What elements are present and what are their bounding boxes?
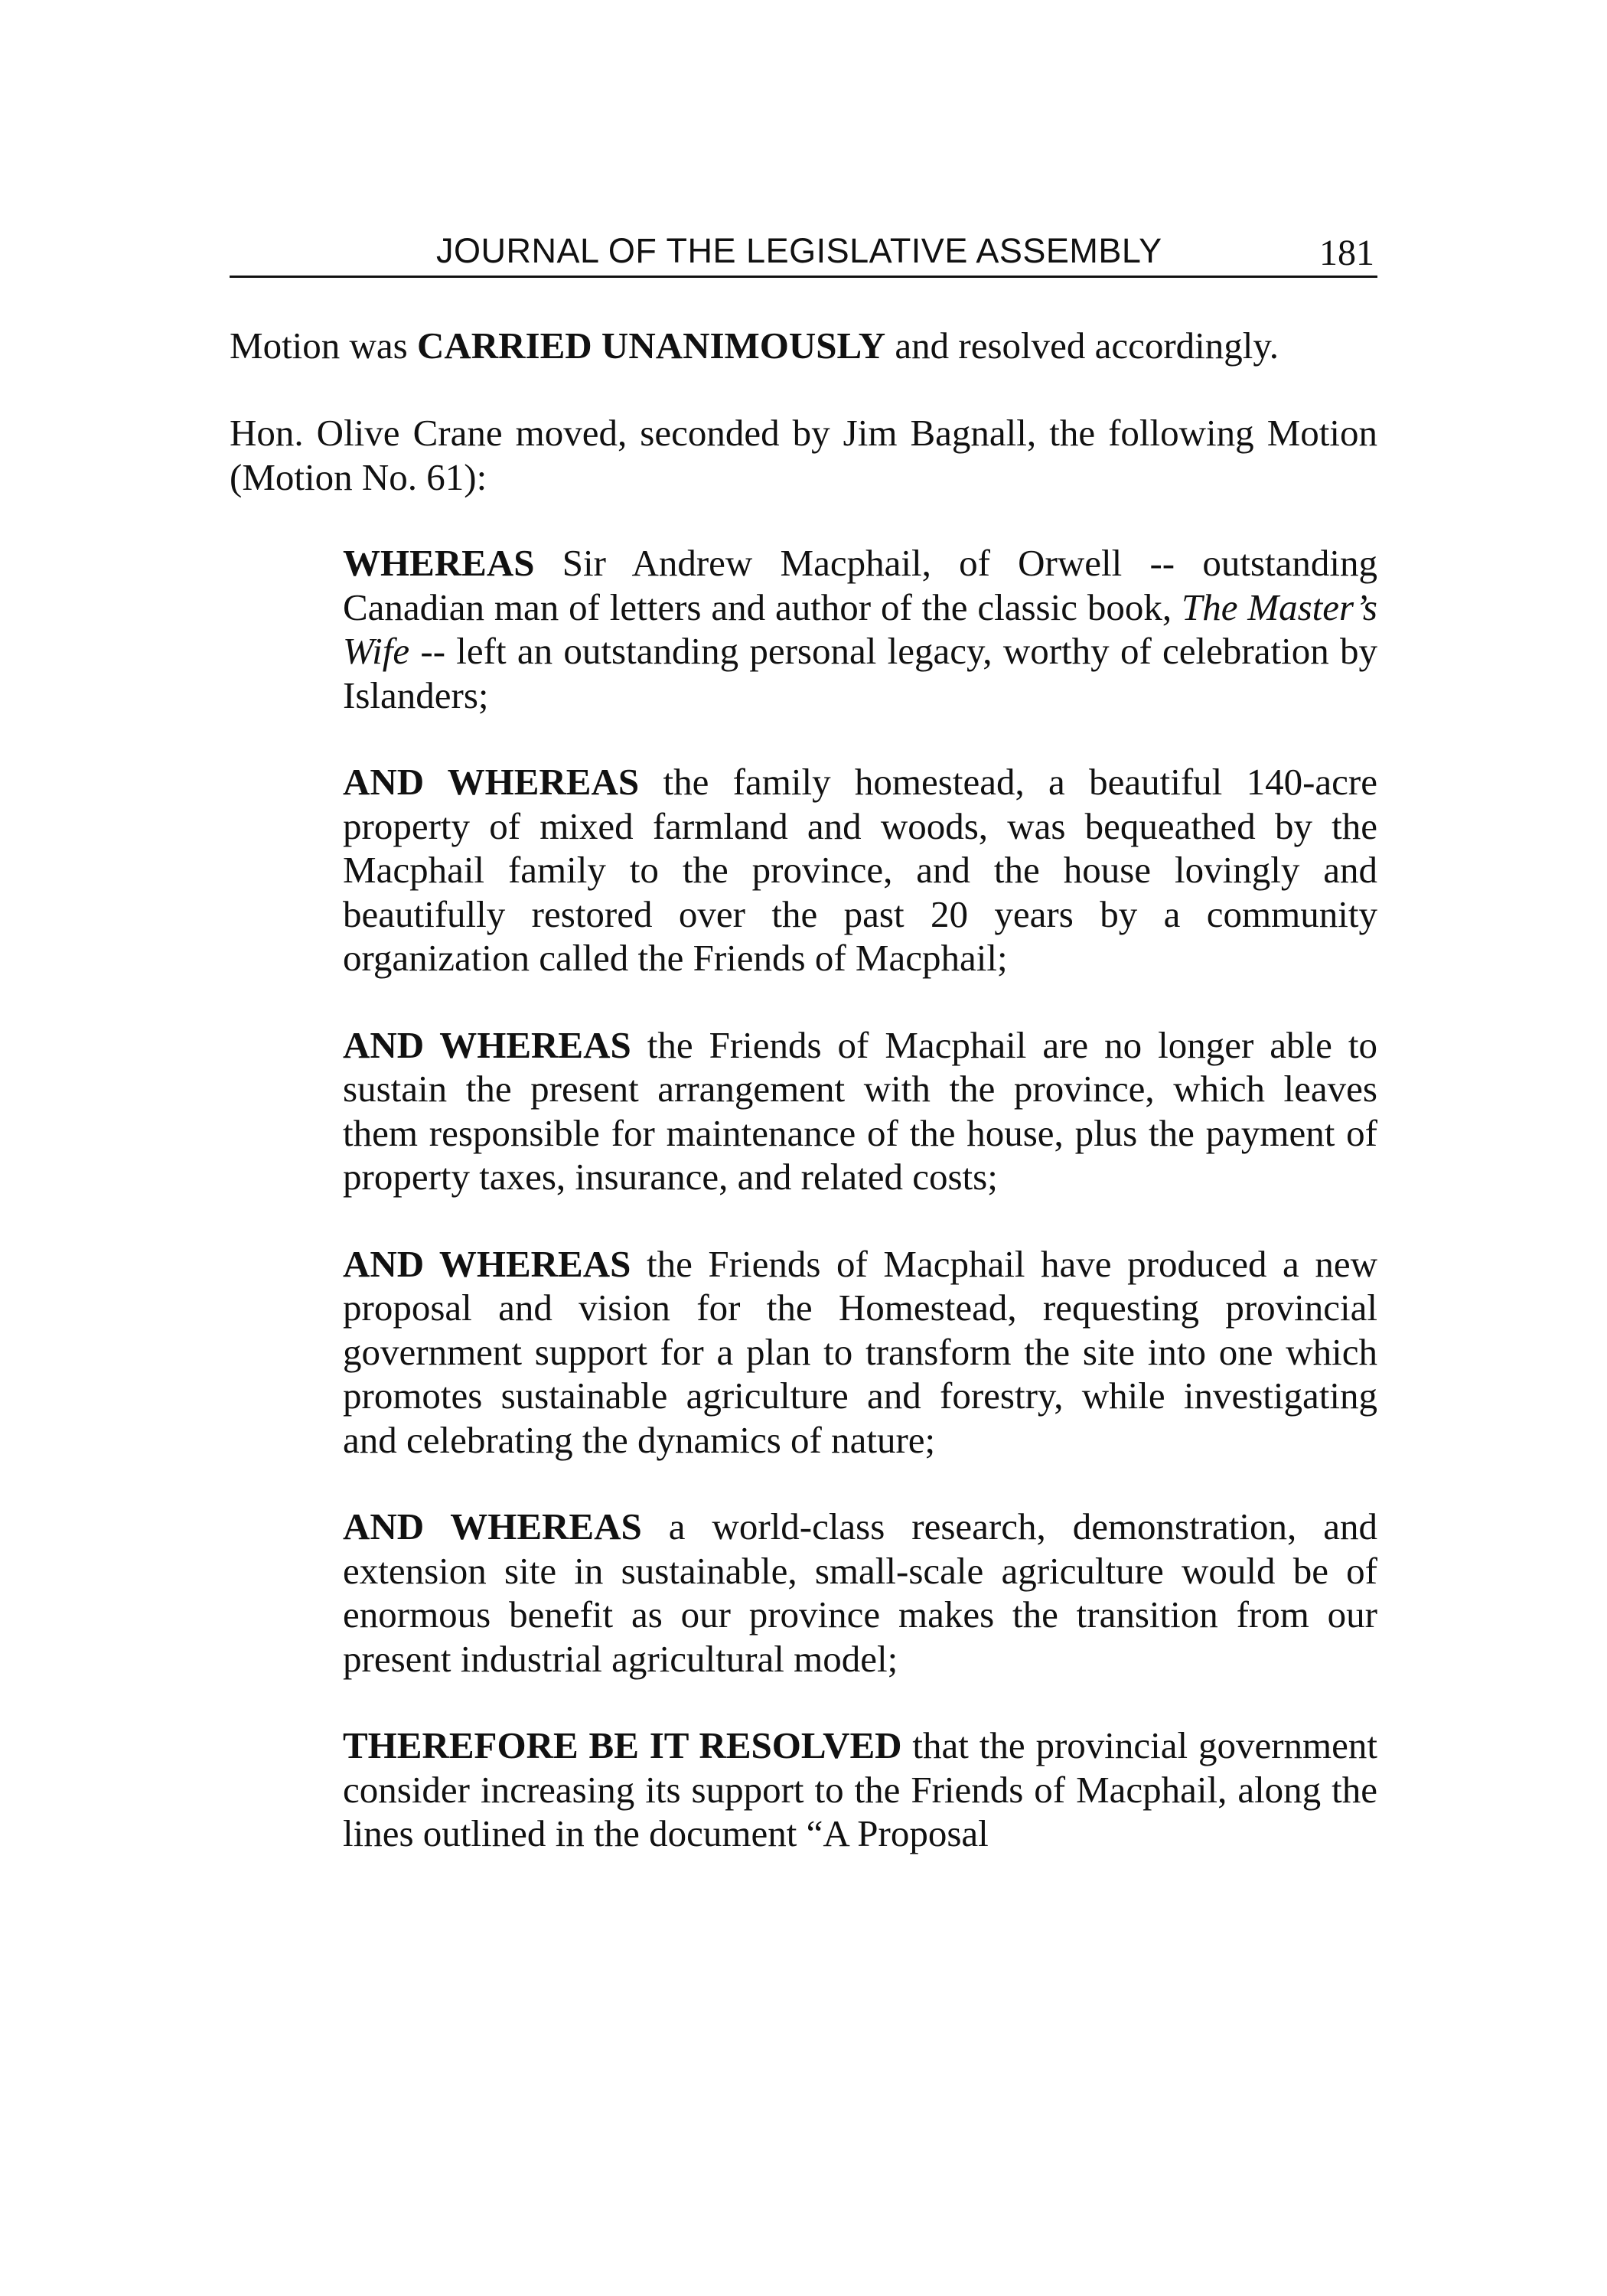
carried-prefix: Motion was: [230, 325, 417, 367]
clause-text: the family homestead, a beautiful 140-acre property of mixed farmland and woods, was bequeathed by the Macphail family to the province, and the house lovingly and beautifully restored over the past 20 years by a community organization called the Friends of Macphail;: [343, 761, 1377, 979]
clause-resolved: [343, 1724, 1377, 1856]
clause-text: that the provincial government consider increasing its support to the Friends of Macphail, along the lines outlined in the document “A Proposal: [343, 1724, 1378, 1854]
clause-whereas-research-site: [343, 1505, 1377, 1681]
clause-lead: THEREFORE BE IT RESOLVED: [343, 1724, 902, 1766]
journal-page: [230, 0, 1377, 2296]
clause-lead: WHEREAS: [343, 542, 535, 584]
clause-lead: AND WHEREAS: [343, 1023, 631, 1066]
clause-lead: AND WHEREAS: [343, 1505, 642, 1548]
clause-whereas-arrangement: [343, 1023, 1377, 1199]
clause-text: the Friends of Macphail have produced a new proposal and vision for the Homestead, requesting provincial government support for a plan to transform the site into one which promotes sustainable agriculture and forestry, while investigating and celebrating the dynamics of nature;: [343, 1242, 1377, 1461]
carried-suffix: and resolved accordingly.: [885, 325, 1279, 367]
motion-carried-paragraph: [230, 324, 1377, 368]
clause-lead: AND WHEREAS: [343, 761, 640, 803]
page-number: 181: [1319, 233, 1374, 273]
clause-whereas-homestead: [343, 760, 1377, 980]
carried-unanimously-text: CARRIED UNANIMOUSLY: [417, 325, 886, 367]
page-header: [230, 230, 1377, 278]
clause-lead: AND WHEREAS: [343, 1242, 631, 1285]
clause-text: a world-class research, demonstration, and extension site in sustainable, small-scale agriculture would be of enormous benefit as our province makes the transition from our present industrial agricultural model;: [343, 1505, 1377, 1680]
motion-61-text: [343, 541, 1377, 1899]
clause-whereas-proposal: [343, 1242, 1377, 1463]
clause-text: Sir Andrew Macphail, of Orwell -- outstanding Canadian man of letters and author of the classic book,: [343, 542, 1377, 628]
clause-whereas-macphail: [343, 541, 1377, 717]
book-title: The Master’s Wife: [343, 585, 1377, 672]
motion-moved-paragraph: Hon. Olive Crane moved, seconded by Jim Bagnall, the following Motion (Motion No. 61):: [230, 412, 1377, 498]
clause-text: -- left an outstanding personal legacy, worthy of celebration by Islanders;: [343, 630, 1377, 716]
clause-text: the Friends of Macphail are no longer able to sustain the present arrangement with the province, which leaves them responsible for maintenance of the house, plus the payment of property taxes, insurance, and related costs;: [343, 1023, 1377, 1198]
journal-title: JOURNAL OF THE LEGISLATIVE ASSEMBLY: [436, 231, 1162, 270]
